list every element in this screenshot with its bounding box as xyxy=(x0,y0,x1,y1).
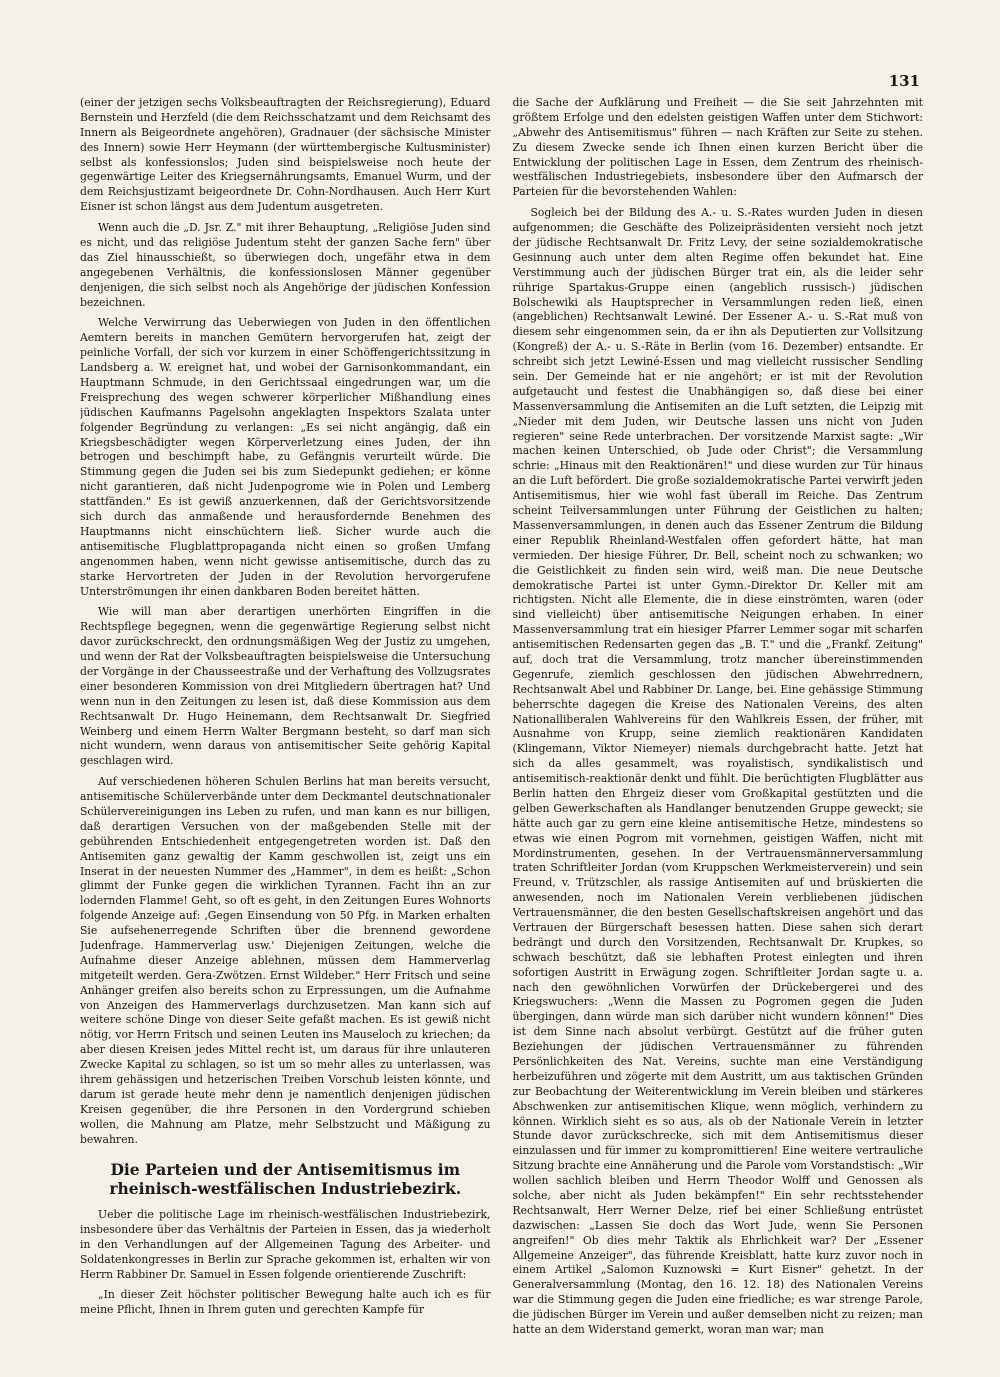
right-paragraph-2: Sogleich bei der Bildung des A.- u. S.-Rates wurden Juden in diesen aufgenommen; die Geschäfte des Polizeipräsidenten versieht noch jetzt der jüdische Rechtsanwalt Dr. Fritz Levy, der seine sozialdemokratische Gesinnung auch unter dem alten Regime offen bekundet hat. Eine Verstimmung auch der jüdischen Bürger trat ein, als die leider sehr rührige Spartakus-Gruppe einen (angeblich russisch-) jüdischen Bolschewiki als Hauptsprecher in Versammlungen reden ließ, einen (angeblichen) Rechtsanwalt Lewiné. Der Essener A.- u. S.-Rat muß von diesem sehr eingenommen sein, da er ihn als Deputierten zur Vollsitzung (Kongreß) der A.- u. S.-Räte in Berlin (vom 16. Dezember) entsandte. Er schreibt sich jetzt Lewiné-Essen und mag vielleicht russischer Sendling sein. Der Gemeinde hat er nie angehört; er ist mit der Revolution aufgetaucht und festest die Unabhängigen so, daß diese bei einer Massenversammlung die Antisemiten an die Luft setzten, die Leipzig mit „Nieder mit dem Juden, wir Deutsche lassen uns nicht von Juden regieren" seine Rede unterbrachen. Der vorsitzende Marxist sagte: „Wir machen keinen Unterschied, ob Jude oder Christ"; die Versammlung schrie: „Hinaus mit den Reaktionären!" und diese wurden zur Tür hinaus an die Luft befördert. Die große sozialdemokratische Partei verwirft jeden Antisemitismus, hier wie wohl fast überall im Reiche. Das Zentrum scheint Teilversammlungen unter Führung der Geistlichen zu halten; Massenversammlungen, in denen auch das Essener Zentrum die Bildung einer Republik Rheinland-Westfalen offen gefordert hätte, hat man vermieden. Der hiesige Führer, Dr. Bell, scheint noch zu schwanken; wo die Geistlichkeit zu finden sein wird, weiß man. Die neue Deutsche demokratische Partei ist unter Gymn.-Direktor Dr. Keller mit am richtigsten. Nicht alle Elemente, die in diese einströmten, waren (oder sind vielleicht) über antisemitische Neigungen erhaben. In einer Massenversammlung trat ein hiesiger Pfarrer Lemmer sogar mit scharfen antisemitischen Redensarten gegen das „B. T." und die „Frankf. Zeitung" auf, doch trat die Versammlung, trotz mancher übereinstimmenden Gegenrufe, ziemlich geschlossen den jüdischen Abwehrrednern, Rechtsanwalt Abel und Rabbiner Dr. Lange, bei. Eine gehässige Stimmung beherrschte dagegen die Kreise des Nationalen Vereins, des alten Nationalliberalen Wahlvereins für den Wahlkreis Essen, der früher, mit Ausnahme von Krupp, seine ziemlich reaktionären Kandidaten (Klingemann, Viktor Niemeyer) niemals durchgebracht hatte. Jetzt hat sich da alles gesammelt, was royalistisch, syndikalistisch und antisemitisch-reaktionär denkt und fühlt. Die berüchtigten Flugblätter aus Berlin hatten den Ehrgeiz dieser vom Großkapital gestützten und die gelben Gewerkschaften als Handlanger benutzenden Gruppe geweckt; sie hätte auch gar zu gern eine kleine antisemitische Hetze, mindestens so etwas wie einen Pogrom mit vornehmen, geistigen Waffen, nicht mit Mordinstrumenten, gesehen. In der Vertrauensmännerversammlung traten Schriftleiter Jordan (vom Kruppschen Werkmeisterverein) und sein Freund, v. Trützschler, als rassige Antisemiten auf und brüskierten die anwesenden, noch im Nationalen Verein verbliebenen jüdischen Vertrauensmänner, die den besten Gesellschaftskreisen angehört und das Vertrauen der Bürgerschaft besessen hatten. Diese sahen sich derart bedrängt und durch den Vorsitzenden, Rechtsanwalt Dr. Krupkes, so schwach beschützt, daß sie lebhaften Protest einlegten und ihren sofortigen Austritt in Erwägung zogen. Schriftleiter Jordan sagte u. a. nach den gewöhnlichen Vorwürfen der Drückebergerei und des Kriegswuchers: „Wenn die Massen zu Pogromen gegen die Juden übergingen, dann würde man sich darüber nicht wundern können!" Dies ist dem Sinne nach absolut verbürgt. Gestützt auf die früher guten Beziehungen der jüdischen Vertrauensmänner zu führenden Persönlichkeiten des Nat. Vereins, suchte man eine Verständigung herbeizuführen und zögerte mit dem Austritt, um aus taktischen Gründen zur Beobachtung der Weiterentwicklung im Verein bleiben und stärkeres Abschwenken zur antisemitischen Klique, wenn möglich, verhindern zu können. Wirklich sieht es so aus, als ob der Nationale Verein in letzter Stunde davor zurückschrecke, sich mit dem Antisemitismus dieser einzulassen und für immer zu kompromittieren! Eine weitere vertrauliche Sitzung brachte eine Annäherung und die Parole vom Vorstandstisch: „Wir wollen sachlich bleiben und Herrn Theodor Wolff und Genossen als solche, aber nicht als Juden bekämpfen!" Ein sehr rechtsstehender Rechtsanwalt, Herr Werner Delze, rief bei einer Schließung entrüstet dazwischen: „Lassen Sie doch das Wort Jude, wenn Sie Personen angreifen!" Ob dies mehr Taktik als Ehrlichkeit war? Der „Essener Allgemeine Anzeiger", das führende Kreisblatt, hatte kurz zuvor noch in einem Artikel „Salomon Kuznowski = Kurt Eisner" gehetzt. In der Generalversammlung (Montag, den 16. 12. 18) des Nationalen Vereins war die Stimmung gegen die Juden eine friedliche; es war strenge Parole, die jüdischen Bürger im Verein und außer demselben nicht zu reizen; man hatte an dem Widerstand gemerkt, woran man war; man xyxy=(512,206,923,1336)
left-paragraph-5: Auf verschiedenen höheren Schulen Berlins hat man bereits versucht, antisemitische Schülerverbände unter dem Deckmantel deutschnationaler Schülervereinigungen ins Leben zu rufen, und man kann es nur billigen, daß derartigen Versuchen von der maßgebenden Stelle mit der gebührenden Entschiedenheit entgegengetreten worden ist. Daß den Antisemiten ganz gewaltig der Kamm geschwollen ist, zeigt uns ein Inserat in der neuesten Nummer des „Hammer", in dem es heißt: „Schon glimmt der Funke gegen die wirklichen Tyrannen. Facht ihn an zur lodernden Flamme! Geht, so oft es geht, in den Zeitungen Eures Wohnorts folgende Anzeige auf: ‚Gegen Einsendung von 50 Pfg. in Marken erhalten Sie aufsehenerregende Schriften über die brennend gewordene Judenfrage. Hammerverlag usw.' Diejenigen Zeitungen, welche die Aufnahme dieser Anzeige ablehnen, müssen dem Hammerverlag mitgeteilt werden. Gera-Zwötzen. Ernst Wildeber." Herr Fritsch und seine Anhänger greifen also bereits schon zu Erpressungen, um die Aufnahme von Anzeigen des Hammerverlags durchzusetzen. Man kann sich auf weitere schöne Dinge von dieser Seite gefaßt machen. Es ist gewiß nicht nötig, vor Herrn Fritsch und seinen Leuten ins Mauseloch zu kriechen; da aber diesen Kreisen jedes Mittel recht ist, um daraus für ihre unlauteren Zwecke Kapital zu schlagen, so ist um so mehr alles zu unterlassen, was ihrem gehässigen und hetzerischen Treiben Vorschub leisten könnte, und darum ist gerade heute mehr denn je namentlich denjenigen jüdischen Kreisen gegenüber, die ihre Personen in den Vordergrund schieben wollen, die Mahnung am Platze, mehr Selbstzucht und Mäßigung zu bewahren. xyxy=(80,775,491,1146)
left-column xyxy=(80,96,491,1336)
right-column xyxy=(513,96,924,1336)
left-paragraph-7: „In dieser Zeit höchster politischer Bewegung halte auch ich es für meine Pflicht, Ihnen in Ihrem guten und gerechten Kampfe für xyxy=(80,1288,491,1317)
right-paragraph-1: die Sache der Aufklärung und Freiheit — die Sie seit Jahrzehnten mit größtem Erfolge und den edelsten geistigen Waffen unter dem Stichwort: „Abwehr des Antisemitismus" führen — nach Kräften zur Seite zu stehen. Zu diesem Zwecke sende ich Ihnen einen kurzen Bericht über die Entwicklung der politischen Lage in Essen, dem Zentrum des rheinisch-westfälischen Industriegebiets, insbesondere über den Aufmarsch der Parteien für die bevorstehenden Wahlen: xyxy=(512,96,923,199)
left-paragraph-4: Wie will man aber derartigen unerhörten Eingriffen in die Rechtspflege begegnen, wenn die gegenwärtige Regierung selbst nicht davor zurückschreckt, den ordnungsmäßigen Weg der Justiz zu umgehen, und wenn der Rat der Volksbeauftragten beispielsweise die Untersuchung der Vorgänge in der Chausseestraße und der Verhaftung des Vollzugsrates einer besonderen Kommission von drei Mitgliedern übertragen hat? Und wenn nun in den Zeitungen zu lesen ist, daß diese Kommission aus dem Rechtsanwalt Dr. Hugo Heinemann, dem Rechtsanwalt Dr. Siegfried Weinberg und einem Herrn Walter Bergmann besteht, so darf man sich nicht wundern, wenn daraus von antisemitischer Seite gehörig Kapital geschlagen wird. xyxy=(80,605,491,768)
section-heading: Die Parteien und der Antisemitismus im rheinisch-westfälischen Industriebezirk. xyxy=(109,1160,462,1198)
article-columns xyxy=(80,96,923,1336)
left-paragraph-3: Welche Verwirrung das Ueberwiegen von Juden in den öffentlichen Aemtern bereits in manchen Gemütern hervorgerufen hat, zeigt der peinliche Vorfall, der sich vor kurzem in einer Schöffengerichtssitzung in Landsberg a. W. ereignet hat, und wobei der Garnisonkommandant, ein Hauptmann Schmude, in den Gerichtssaal eingedrungen war, um die Freisprechung des wegen schwerer körperlicher Mißhandlung eines jüdischen Kaufmanns Pagelsohn angeklagten Inspektors Szalata unter folgender Begründung zu verlangen: „Es sei nicht angängig, daß ein Kriegsbeschädigter wegen Körperverletzung eines Juden, der ihn betrogen und beschimpft habe, zu Gefängnis verurteilt würde. Die Stimmung gegen die Juden sei bis zum Siedepunkt gediehen; er könne nicht garantieren, daß nicht Judenpogrome wie in Polen und Lemberg stattfänden." Es ist gewiß anzuerkennen, daß der Gerichtsvorsitzende sich durch das anmaßende und herausfordernde Benehmen des Hauptmanns nicht einschüchtern ließ. Sicher wurde auch die antisemitische Flugblattpropaganda nicht einen so großen Umfang angenommen haben, wenn nicht gewisse antisemitische, durch das zu starke Hervortreten der Juden in der Revolution hervorgerufene Unterströmungen ihr einen dankbaren Boden bereitet hätten. xyxy=(80,316,491,598)
left-paragraph-2: Wenn auch die „D. Jsr. Z." mit ihrer Behauptung, „Religiöse Juden sind es nicht, und das religiöse Judentum steht der ganzen Sache fern" über das Ziel hinausschießt, so überwiegen doch, ungefähr etwa in dem angegebenen Verhältnis, die konfessionslosen Männer gegenüber denjenigen, die sich selbst noch als Angehörige der jüdischen Konfession bezeichnen. xyxy=(80,221,491,309)
page-number: 131 xyxy=(888,72,920,90)
left-paragraph-1: (einer der jetzigen sechs Volksbeauftragten der Reichsregierung), Eduard Bernstein und Herzfeld (die dem Reichsschatzamt und dem Reichsamt des Innern als Beigeordnete angehören), Gradnauer (der sächsische Minister des Innern) sowie Herr Heymann (der württembergische Kultusminister) selbst als konfessionslos; Juden sind beispielsweise noch heute der gegenwärtige Leiter des Kriegsernährungsamts, Emanuel Wurm, und der dem Reichsjustizamt beigeordnete Dr. Cohn-Nordhausen. Auch Herr Kurt Eisner ist schon längst aus dem Judentum ausgetreten. xyxy=(80,96,491,214)
left-paragraph-6: Ueber die politische Lage im rheinisch-westfälischen Industriebezirk, insbesondere über das Verhältnis der Parteien in Essen, das ja wiederholt in den Verhandlungen auf der Allgemeinen Tagung des Arbeiter- und Soldatenkongresses in Berlin zur Sprache gekommen ist, erhalten wir von Herrn Rabbiner Dr. Samuel in Essen folgende orientierende Zuschrift: xyxy=(80,1208,491,1281)
